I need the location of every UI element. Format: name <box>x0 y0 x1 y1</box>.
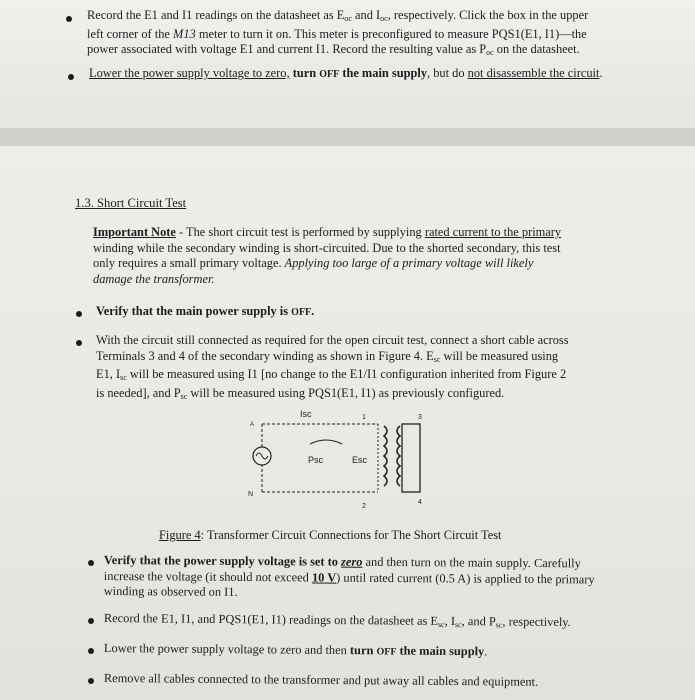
bullet <box>88 648 94 654</box>
text: 10 V <box>311 569 337 585</box>
text: meter to turn it on. This meter is preconfigured to measure PQS1(E1, I1)—the <box>195 26 587 41</box>
text: M13 <box>173 26 196 41</box>
verify-off-paragraph <box>96 304 616 321</box>
text: and I <box>351 8 381 22</box>
text: E1, I <box>96 367 121 381</box>
bullet <box>66 16 72 22</box>
lower-voltage-paragraph <box>89 66 629 83</box>
subscript: oc <box>344 14 352 23</box>
bullet <box>68 74 74 80</box>
text: damage the transformer. <box>93 271 215 286</box>
text-line: Remove all cables connected to the transformer and put away all cables and equipment. <box>103 671 539 689</box>
text: will be measured using PQS1(E1, I1) as previously configured. <box>187 385 505 400</box>
text: Terminals 3 and 4 of the secondary winding as shown in Figure 4. E <box>96 348 434 363</box>
text-line <box>96 367 616 386</box>
text: increase the voltage (it should not exceed <box>103 568 313 584</box>
bullet <box>88 560 94 566</box>
text-line <box>87 8 627 27</box>
text: Record the E1, I1, and PQS1(E1, I1) readings on the datasheet as E <box>103 611 439 628</box>
text: Important Note <box>93 225 176 239</box>
text-line <box>96 386 616 405</box>
terminal-n-label: N <box>248 491 254 498</box>
text-line <box>87 27 627 43</box>
terminal-2-label: 2 <box>362 503 366 510</box>
bullet <box>76 340 82 346</box>
text-line <box>87 42 627 61</box>
record-oc-paragraph <box>87 8 627 61</box>
secondary-coil-icon <box>397 426 400 486</box>
text-line: winding while the secondary winding is short-circuited. Due to the shorted secondary, this test <box>93 240 561 255</box>
figure-4-caption <box>159 528 579 544</box>
text: , I <box>444 613 456 629</box>
text-line <box>96 349 616 368</box>
subscript: sc <box>120 373 127 382</box>
section-heading: 1.3. Short Circuit Test <box>75 196 187 210</box>
text: on the datasheet. <box>493 42 580 56</box>
text-line <box>93 272 613 288</box>
verify-zero-paragraph <box>104 553 604 603</box>
text: , respectively. <box>502 614 571 630</box>
text: will be measured using <box>440 348 559 363</box>
subscript: sc <box>454 620 462 630</box>
text: OFF <box>291 307 312 318</box>
text: power associated with voltage E1 and current I1. Record the resulting value as P <box>87 42 487 56</box>
text: will be measured using I1 [no change to the E1/I1 configuration inherited from Figure 2 <box>126 367 567 381</box>
text: Verify that the main power supply is <box>96 304 292 318</box>
text: . <box>311 304 315 318</box>
power-arc-icon <box>310 440 342 444</box>
subscript: oc <box>486 48 494 57</box>
text: . <box>484 644 488 659</box>
text: , but do <box>427 66 468 80</box>
primary-coil-icon <box>384 426 387 486</box>
terminal-4-label: 4 <box>418 499 422 506</box>
bullet <box>88 678 94 684</box>
text: Verify that the power supply voltage is set to <box>103 553 342 569</box>
text: Applying too large of a primary voltage will likely <box>284 256 534 270</box>
text-line <box>159 528 579 544</box>
text: the main supply <box>396 643 485 659</box>
text-line <box>93 256 613 272</box>
text-line <box>93 225 613 241</box>
text: ) until rated current (0.5 A) is applied to the primary <box>336 570 595 586</box>
connect-paragraph <box>96 333 616 404</box>
important-note <box>93 225 613 287</box>
text: zero <box>341 554 363 569</box>
subscript: sc <box>180 391 188 401</box>
terminal-1-label: 1 <box>362 414 366 421</box>
text: , respectively. Click the box in the upper <box>387 8 589 22</box>
page-gap <box>0 128 695 146</box>
page-top <box>0 0 695 128</box>
text: Lower the power supply voltage to zero and then <box>103 641 351 658</box>
subscript: sc <box>495 620 503 630</box>
bullet <box>76 311 82 317</box>
text-line <box>96 304 616 321</box>
text: left corner of the <box>87 26 174 41</box>
subscript: sc <box>433 354 441 364</box>
text: Lower the power supply voltage to zero, <box>89 66 290 80</box>
text: . <box>599 66 603 80</box>
text: not disassemble the circuit <box>467 66 600 80</box>
text: - The short circuit test is performed by supplying <box>175 225 425 239</box>
text: , and P <box>461 614 496 629</box>
text: OFF <box>376 646 397 658</box>
short-circuit-cable <box>402 424 420 492</box>
text: and then turn on the main supply. Carefully <box>362 554 581 571</box>
terminal-3-label: 3 <box>418 414 422 421</box>
text: turn <box>349 643 377 658</box>
figure-4-diagram <box>238 404 438 520</box>
text: only requires a small primary voltage. <box>93 256 285 270</box>
text-line: With the circuit still connected as required for the open circuit test, connect a short cable across <box>96 333 569 347</box>
esc-label: Esc <box>352 455 368 465</box>
text-line: winding as observed on I1. <box>103 583 238 599</box>
text: is needed], and P <box>96 385 181 400</box>
terminal-a-label: A <box>250 422 255 428</box>
text: turn <box>289 66 320 80</box>
text: OFF <box>319 69 340 80</box>
subscript: oc <box>380 14 388 23</box>
isc-label: Isc <box>300 409 312 419</box>
psc-label: Psc <box>308 455 324 465</box>
text: Record the E1 and I1 readings on the datasheet as E <box>87 8 345 22</box>
text: the main supply <box>339 66 428 80</box>
text: : Transformer Circuit Connections for The Short Circuit Test <box>200 528 502 542</box>
text: rated current to the primary <box>424 225 562 239</box>
text-line <box>89 66 629 83</box>
text: Figure 4 <box>159 528 201 542</box>
bullet <box>88 618 94 624</box>
subscript: sc <box>437 619 445 629</box>
